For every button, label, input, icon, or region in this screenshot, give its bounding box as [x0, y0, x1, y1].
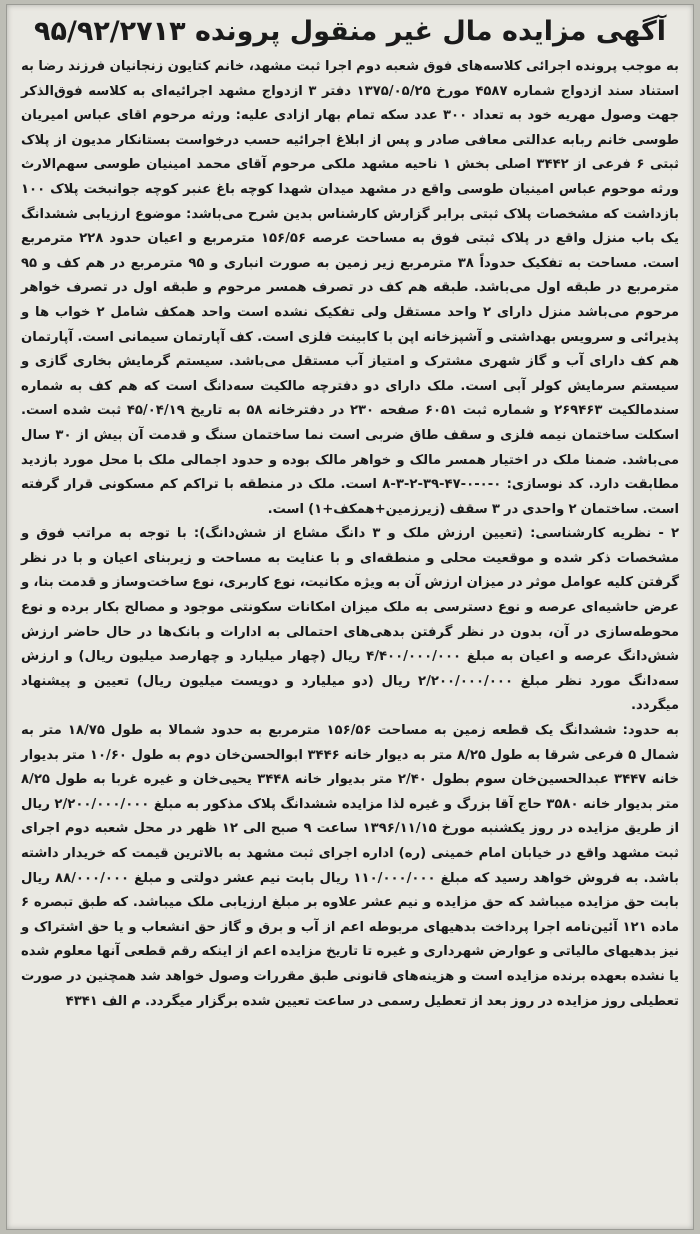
- newspaper-clipping: [6, 4, 694, 1230]
- notice-paragraph-expert-opinion: ۲ - نظریه کارشناسی: (تعیین ارزش ملک و ۳ دانگ مشاع از شش‌دانگ): با توجه به مراتب فوق و مشخصات ذکر شده و موقعیت محلی و منطقه‌ای و با عنایت به مساحت و زیربنای اعیان و با در نظر گرفتن کلیه عوامل موثر در میزان ارزش آن به ویژه مکانیت، نوع کاربری، نوع ساخت‌وساز و قدمت بنا، و عرض حاشیه‌ای عرصه و نوع دسترسی به ملک میزان امکانات سکونتی موجود و مصالح بکار برده و نوع محوطه‌سازی در آن، بدون در نظر گرفتن بدهی‌های احتمالی به ادارات و بانک‌ها در حال حاضر ارزش شش‌دانگ عرصه و اعیان به مبلغ ۴/۴۰۰/۰۰۰/۰۰۰ ریال (چهار میلیارد و چهارصد میلیون ریال) و ارزش سه‌دانگ مورد نظر مبلغ ۲/۲۰۰/۰۰۰/۰۰۰ ریال (دو میلیارد و دویست میلیون ریال) تعیین و پیشنهاد میگردد.: [21, 526, 679, 714]
- notice-paragraph-boundaries-auction: به حدود: ششدانگ یک قطعه زمین به مساحت ۱۵۶/۵۶ مترمربع به حدود شمالا به طول ۱۸/۷۵ متر به شمال ۵ فرعی شرقا به طول ۸/۲۵ متر به دیوار خانه ۳۴۴۶ ابوالحسن‌خان دوم به طول ۱۰/۶۰ متر بدیوار خانه ۳۴۴۷ عبدالحسین‌خان سوم بطول ۲/۴۰ متر بدیوار خانه ۳۴۴۸ یحیی‌خان و غیره غربا به طول ۸/۲۵ متر بدیوار خانه ۳۵۸۰ حاج آقا بزرگ و غیره لذا مزایده ششدانگ پلاک مذکور به مبلغ ۲/۲۰۰/۰۰۰/۰۰۰ ریال از طریق مزایده در روز یکشنبه مورخ ۱۳۹۶/۱۱/۱۵ ساعت ۹ صبح الی ۱۲ ظهر در محل شعبه دوم اجرای ثبت مشهد واقع در خیابان امام خمینی (ره) اداره اجرای ثبت مشهد به بالاترین قیمت که خریدار داشته باشد. به فروش خواهد رسید که مبلغ ۱۱۰/۰۰۰/۰۰۰ ریال بابت نیم عشر دولتی و مبلغ ۸۸/۰۰۰/۰۰۰ ریال بابت حق مزایده میباشد که حق مزایده و نیم عشر علاوه بر مبلغ ارزیابی ملک میباشد. که طبق تبصره ۶ ماده ۱۲۱ آئین‌نامه اجرا پرداخت بدهیهای مربوطه اعم از آب و برق و گاز حق انشعاب و یا حق اشتراک و نیز بدهیهای مالیاتی و عوارض شهرداری و غیره تا تاریخ مزایده اعم از اینکه رقم قطعی آنها معلوم شده یا نشده بعهده برنده مزایده است و هزینه‌های قانونی طبق مقررات وصول خواهد شد همچنین در صورت تعطیلی روز مزایده در روز بعد از تعطیل رسمی در ساعت تعیین شده برگزار میگردد. م الف ۴۳۴۱: [21, 723, 680, 1009]
- notice-paragraph-property: به موجب پرونده اجرائی کلاسه‌های فوق شعبه دوم اجرا ثبت مشهد، خانم کتایون زنجانیان فرزند رضا به استناد سند ازدواج شماره ۴۵۸۷ مورخ ۱۳۷۵/۰۵/۲۵ دفتر ۳ ازدواج مشهد اجرائیه‌ای به کلاسه فوق‌الذکر جهت وصول مهریه خود به تعداد ۳۰۰ عدد سکه تمام بهار ازادی علیه: ورثه مرحوم اقای عباس امیریان طوسی خانم ربابه عدالتی معافی صادر و پس از ابلاغ اجرائیه حسب درخواست بستانکار مدیون از پلاک ثبتی ۶ فرعی از ۳۴۴۲ اصلی بخش ۱ ناحیه مشهد ملکی مرحوم آقای محمد امینیان طوسی سهم‌الارث ورثه موحوم عباس امینیان طوسی واقع در مشهد میدان شهدا کوچه باغ عنبر کوچه جوانبخت پلاک ۱۰۰ بازداشت که مشخصات پلاک ثبتی برابر گزارش کارشناس بدین شرح می‌باشد: موضوع ارزیابی ششدانگ یک باب منزل واقع در پلاک ثبتی فوق به مساحت عرصه ۱۵۶/۵۶ مترمربع و اعیان حدود ۲۲۸ مترمربع است. مساحت به تفکیک حدوداً ۳۸ مترمربع زیر زمین به صورت انباری و ۹۵ مترمربع در هم کف و ۹۵ مترمربع در طبقه اول می‌باشد. طبقه هم کف در تصرف همسر مرحوم و طبقه اول در تصرف خواهر مرحوم می‌باشد منزل دارای ۲ واحد مستقل ولی تفکیک نشده است واحد همکف شامل ۲ خواب ها و پذیرائی و سرویس بهداشتی و آشپزخانه اپن با کابینت فلزی است. کف آپارتمان سیمانی است. آپارتمان هم کف دارای آب و گاز شهری مشترک و امتیاز آب مستقل می‌باشد. سیستم گرمایش بخاری گازی و سیستم سرمایش کولر آبی است. ملک دارای دو دفترچه مالکیت سه‌دانگ است که هم کف به شماره سندمالکیت ۲۶۹۴۶۳ و شماره ثبت ۶۰۵۱ صفحه ۲۳۰ در دفترخانه ۵۸ به تاریخ ۴۵/۰۴/۱۹ ثبت شده است. اسکلت ساختمان نیمه فلزی و سقف طاق ضربی است نما ساختمان سنگ و قدمت آن بیش از ۳۰ سال می‌باشد. ضمنا ملک در اختیار همسر مالک و خواهر مالک بوده و حدود اجمالی ملک با محل مورد بازدید مطابقت دارد. کد نوسازی: ۰-۰-۰-۴۷-۳۹-۲-۳-۸ است. ملک در منطقه با تراکم کم مسکونی قرار گرفته است. ساختمان ۲ واحدی در ۳ سقف (زیرزمین+همکف+۱) است.: [21, 59, 680, 517]
- notice-title: آگهی مزایده مال غیر منقول پرونده ۹۵/۹۲/۲۷۱۳: [34, 16, 666, 47]
